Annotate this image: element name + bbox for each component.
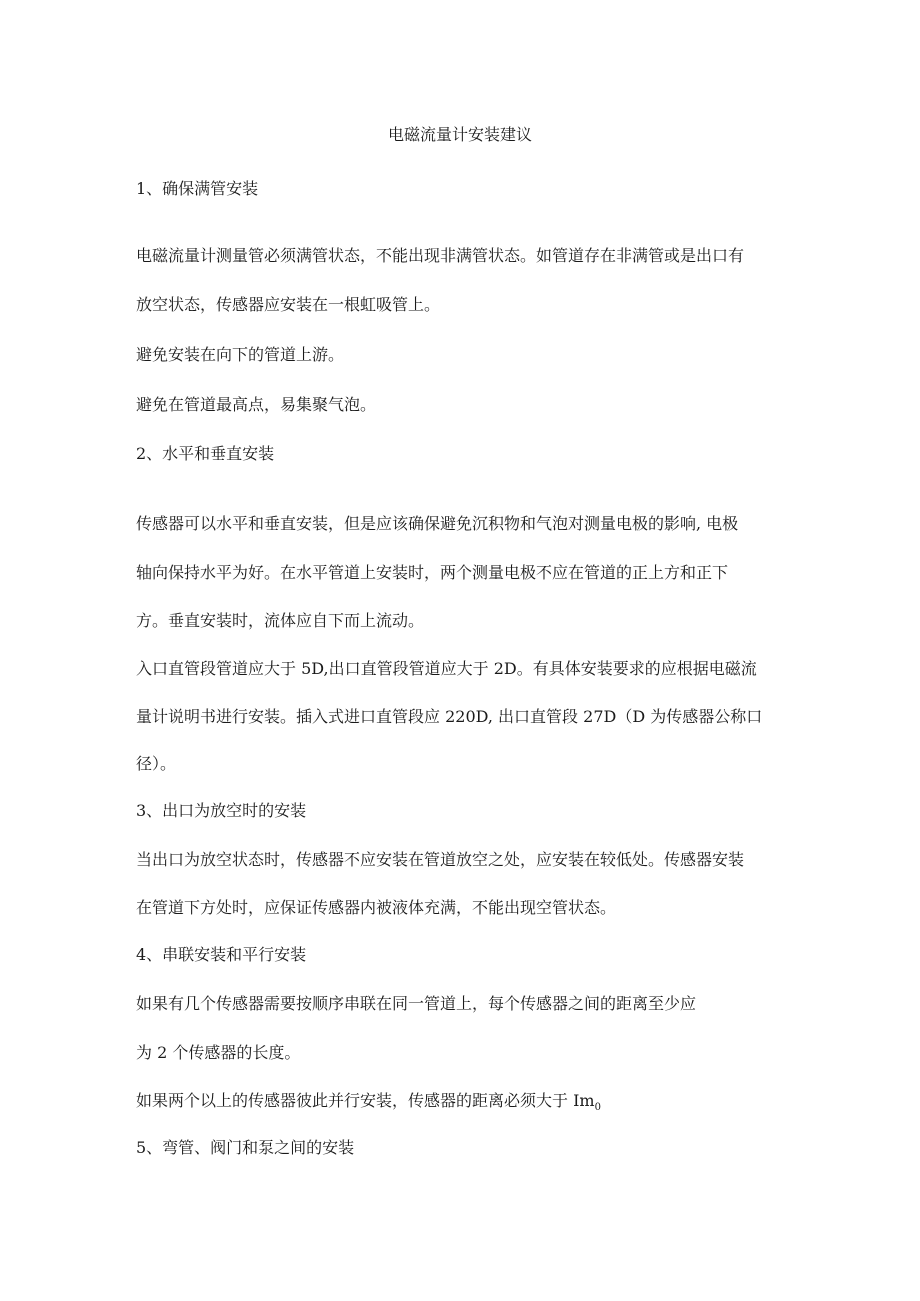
section-2-line-5: 量计说明书进行安装。插入式进口直管段应 220D, 出口直管段 27D（D 为传感器公称口 [136,707,763,726]
section-1-line-1: 电磁流量计测量管必须满管状态，不能出现非满管状态。如管道存在非满管或是出口有 [136,246,745,265]
section-2-line-6: 径）。 [136,754,177,773]
section-3-line-1: 当出口为放空状态时，传感器不应安装在管道放空之处，应安装在较低处。传感器安装 [136,850,745,869]
section-1-line-3: 避免安装在向下的管道上游。 [136,345,345,364]
document-title: 电磁流量计安装建议 [387,125,532,144]
section-1-line-4: 避免在管道最高点，易集聚气泡。 [136,395,377,414]
section-2-line-4: 入口直管段管道应大于 5D,出口直管段管道应大于 2D。有具体安装要求的应根据电磁流 [136,659,757,678]
section-4-heading: 4、串联安装和平行安装 [136,945,307,964]
section-2-line-1: 传感器可以水平和垂直安装，但是应该确保避免沉积物和气泡对测量电极的影响, 电极 [136,514,739,533]
section-2-line-2: 轴向保持水平为好。在水平管道上安装时，两个测量电极不应在管道的正上方和正下 [136,563,729,582]
section-5-heading: 5、弯管、阀门和泵之间的安装 [136,1138,355,1157]
section-4-line-3 [136,1090,796,1115]
section-3-heading: 3、出口为放空时的安装 [136,801,307,820]
section-1-heading: 1、确保满管安装 [136,179,259,198]
section-1-line-2: 放空状态，传感器应安装在一根虹吸管上。 [136,295,441,314]
section-4-line-2: 为 2 个传感器的长度。 [136,1043,301,1062]
section-2-heading: 2、水平和垂直安装 [136,444,275,463]
section-3-line-2: 在管道下方处时，应保证传感器内被液体充满，不能出现空管状态。 [136,898,617,917]
section-4-subscript: 0 [594,1102,601,1113]
section-2-line-3: 方。垂直安装时，流体应自下而上流动。 [136,611,425,630]
section-4-line-3-text: 如果两个以上的传感器彼此并行安装，传感器的距离必须大于 Im [136,1091,595,1110]
section-4-line-1: 如果有几个传感器需要按顺序串联在同一管道上，每个传感器之间的距离至少应 [136,994,697,1013]
